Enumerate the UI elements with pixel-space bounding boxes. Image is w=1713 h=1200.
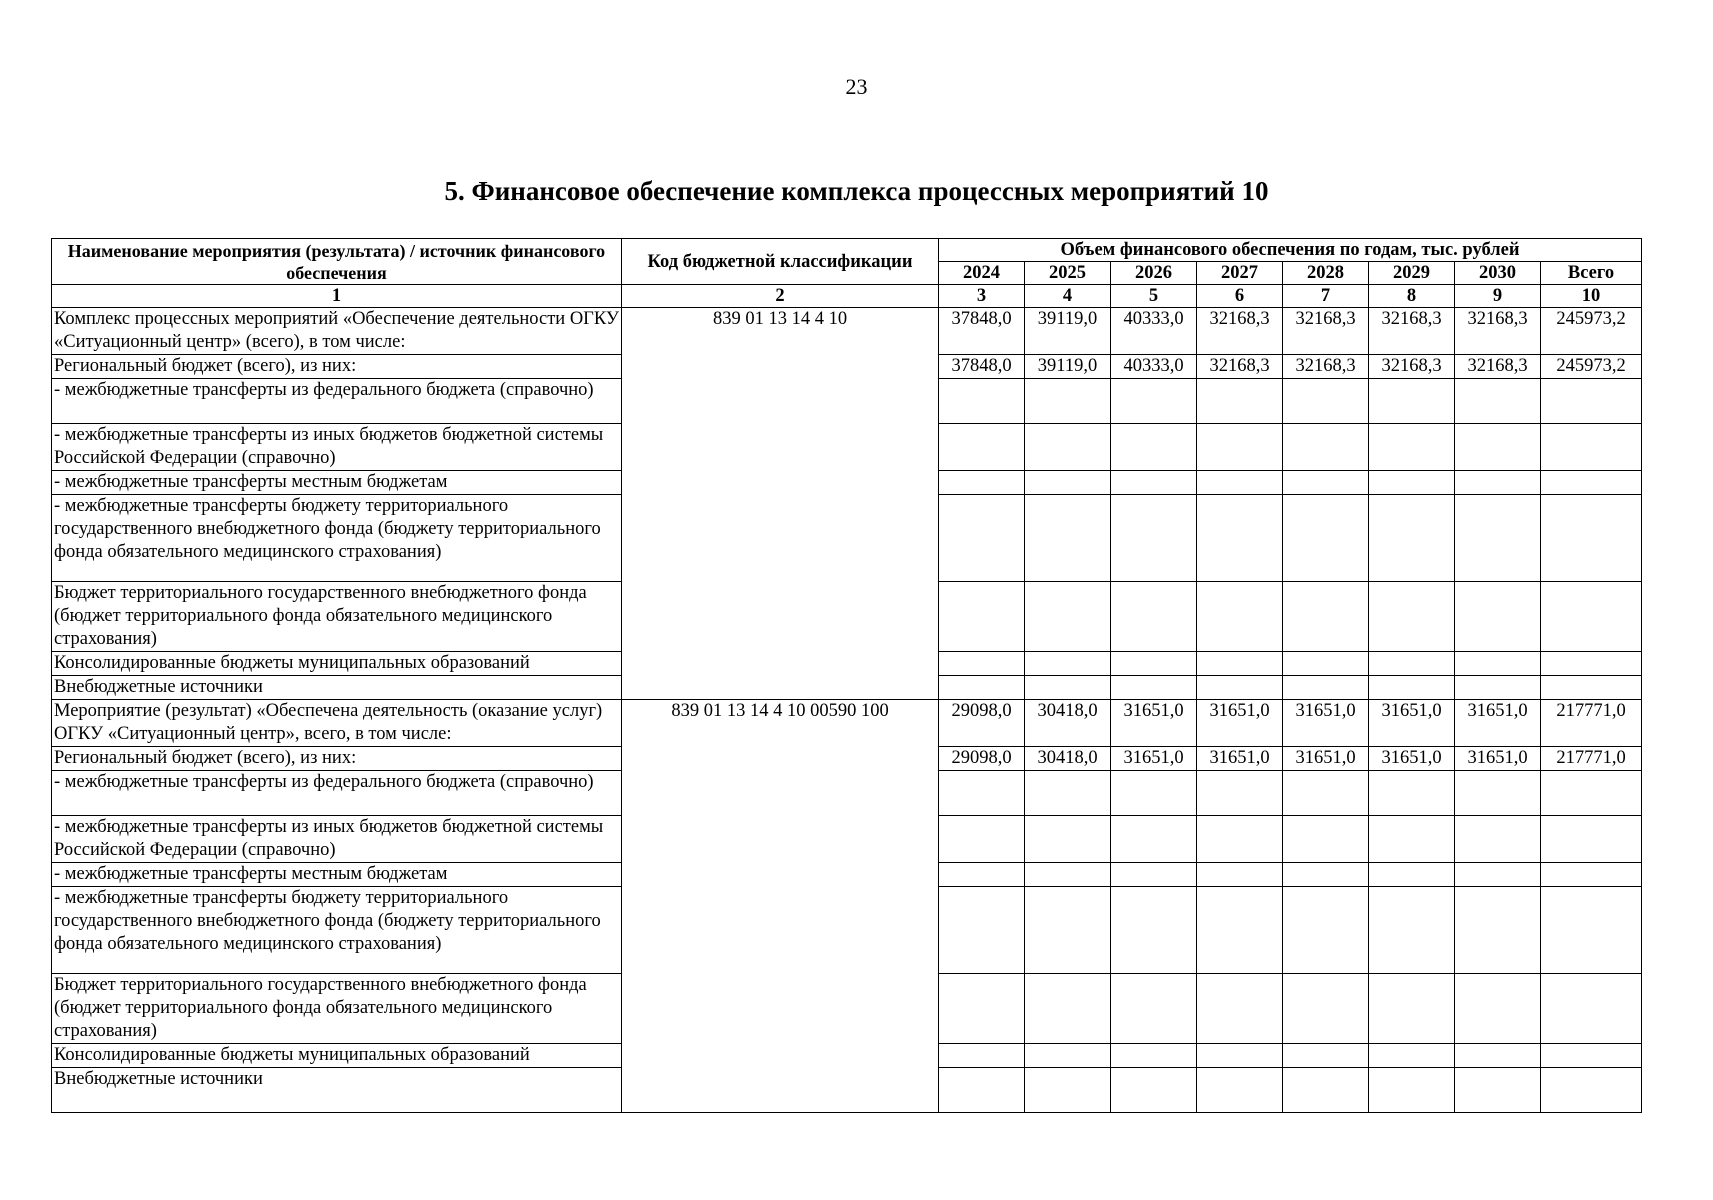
year-value bbox=[1111, 863, 1197, 887]
year-value bbox=[1369, 424, 1455, 471]
year-value bbox=[1369, 974, 1455, 1044]
year-value bbox=[1111, 816, 1197, 863]
year-value bbox=[1369, 887, 1455, 974]
header-year: 2030 bbox=[1455, 262, 1541, 285]
year-value bbox=[1455, 887, 1541, 974]
year-value bbox=[1369, 676, 1455, 700]
total-value bbox=[1541, 471, 1642, 495]
page-title: 5. Финансовое обеспечение комплекса процессных мероприятий 10 bbox=[444, 176, 1269, 206]
year-value bbox=[1369, 1068, 1455, 1113]
year-value bbox=[1369, 863, 1455, 887]
year-value bbox=[1197, 1044, 1283, 1068]
total-value bbox=[1541, 424, 1642, 471]
year-value bbox=[1025, 1044, 1111, 1068]
year-value bbox=[1111, 676, 1197, 700]
column-number: 4 bbox=[1025, 285, 1111, 308]
year-value bbox=[1369, 471, 1455, 495]
year-value bbox=[939, 379, 1025, 424]
year-value bbox=[1283, 887, 1369, 974]
year-value bbox=[1197, 495, 1283, 582]
year-value bbox=[1283, 471, 1369, 495]
total-value bbox=[1541, 379, 1642, 424]
year-value bbox=[939, 424, 1025, 471]
year-value bbox=[1283, 424, 1369, 471]
year-value bbox=[1111, 1068, 1197, 1113]
year-value bbox=[1197, 582, 1283, 652]
column-numbers-row bbox=[52, 285, 1642, 308]
financing-table bbox=[51, 238, 1642, 1113]
year-value: 32168,3 bbox=[1369, 355, 1455, 379]
year-value: 31651,0 bbox=[1111, 700, 1197, 747]
year-value bbox=[1111, 582, 1197, 652]
year-value: 29098,0 bbox=[939, 700, 1025, 747]
year-value bbox=[1455, 379, 1541, 424]
year-value bbox=[1283, 495, 1369, 582]
year-value bbox=[1455, 771, 1541, 816]
row-name: - межбюджетные трансферты из федерального бюджета (справочно) bbox=[52, 771, 622, 816]
column-number: 8 bbox=[1369, 285, 1455, 308]
year-value: 37848,0 bbox=[939, 355, 1025, 379]
year-value bbox=[1111, 1044, 1197, 1068]
column-number: 2 bbox=[622, 285, 939, 308]
year-value bbox=[1111, 652, 1197, 676]
row-name: Мероприятие (результат) «Обеспечена деятельность (оказание услуг) ОГКУ «Ситуационный центр», всего, в том числе: bbox=[52, 700, 622, 747]
year-value bbox=[1025, 676, 1111, 700]
year-value bbox=[939, 887, 1025, 974]
year-value bbox=[1197, 676, 1283, 700]
year-value: 32168,3 bbox=[1369, 308, 1455, 355]
column-number: 7 bbox=[1283, 285, 1369, 308]
year-value bbox=[1283, 771, 1369, 816]
year-value: 37848,0 bbox=[939, 308, 1025, 355]
year-value bbox=[1455, 816, 1541, 863]
total-value: 217771,0 bbox=[1541, 747, 1642, 771]
year-value bbox=[1025, 771, 1111, 816]
header-name-col: Наименование мероприятия (результата) / источник финансового обеспечения bbox=[52, 239, 622, 285]
year-value bbox=[1283, 816, 1369, 863]
year-value bbox=[1111, 495, 1197, 582]
column-number: 6 bbox=[1197, 285, 1283, 308]
row-name: Внебюджетные источники bbox=[52, 676, 622, 700]
year-value bbox=[1025, 652, 1111, 676]
year-value: 31651,0 bbox=[1455, 700, 1541, 747]
year-value bbox=[1369, 495, 1455, 582]
year-value bbox=[1197, 816, 1283, 863]
year-value bbox=[939, 471, 1025, 495]
year-value: 31651,0 bbox=[1283, 747, 1369, 771]
year-value bbox=[939, 863, 1025, 887]
year-value: 31651,0 bbox=[1455, 747, 1541, 771]
total-value bbox=[1541, 816, 1642, 863]
total-value bbox=[1541, 652, 1642, 676]
row-name: Бюджет территориального государственного внебюджетного фонда (бюджет территориального фонда обязательного медицинского страхования) bbox=[52, 974, 622, 1044]
year-value: 40333,0 bbox=[1111, 308, 1197, 355]
year-value: 32168,3 bbox=[1197, 308, 1283, 355]
year-value bbox=[939, 1044, 1025, 1068]
column-number: 3 bbox=[939, 285, 1025, 308]
total-value bbox=[1541, 974, 1642, 1044]
year-value bbox=[1283, 676, 1369, 700]
year-value bbox=[1111, 471, 1197, 495]
total-value bbox=[1541, 1044, 1642, 1068]
header-year: 2025 bbox=[1025, 262, 1111, 285]
table-row bbox=[52, 308, 1642, 355]
year-value bbox=[1111, 771, 1197, 816]
row-name: Региональный бюджет (всего), из них: bbox=[52, 747, 622, 771]
year-value bbox=[1369, 816, 1455, 863]
year-value bbox=[1455, 1044, 1541, 1068]
total-value: 217771,0 bbox=[1541, 700, 1642, 747]
total-value bbox=[1541, 887, 1642, 974]
year-value bbox=[1025, 1068, 1111, 1113]
year-value bbox=[1025, 863, 1111, 887]
year-value: 39119,0 bbox=[1025, 355, 1111, 379]
year-value bbox=[1283, 863, 1369, 887]
year-value bbox=[939, 771, 1025, 816]
total-value bbox=[1541, 771, 1642, 816]
column-number: 9 bbox=[1455, 285, 1541, 308]
year-value: 31651,0 bbox=[1197, 747, 1283, 771]
year-value bbox=[1197, 863, 1283, 887]
year-value bbox=[1197, 652, 1283, 676]
year-value: 31651,0 bbox=[1369, 747, 1455, 771]
year-value bbox=[1283, 652, 1369, 676]
page-number: 23 bbox=[845, 74, 868, 99]
row-name: Бюджет территориального государственного внебюджетного фонда (бюджет территориального фонда обязательного медицинского страхования) bbox=[52, 582, 622, 652]
year-value bbox=[1455, 582, 1541, 652]
year-value bbox=[1111, 424, 1197, 471]
row-name: Консолидированные бюджеты муниципальных образований bbox=[52, 1044, 622, 1068]
year-value: 40333,0 bbox=[1111, 355, 1197, 379]
year-value bbox=[939, 676, 1025, 700]
table-row bbox=[52, 700, 1642, 747]
year-value bbox=[1025, 816, 1111, 863]
year-value bbox=[1197, 887, 1283, 974]
row-name: Консолидированные бюджеты муниципальных образований bbox=[52, 652, 622, 676]
year-value bbox=[1283, 379, 1369, 424]
year-value bbox=[1455, 652, 1541, 676]
year-value bbox=[1455, 974, 1541, 1044]
row-name: - межбюджетные трансферты местным бюджетам bbox=[52, 471, 622, 495]
row-name: - межбюджетные трансферты бюджету территориального государственного внебюджетного фонда (бюджету территориального фонда обязательного медицинского страхования) bbox=[52, 887, 622, 974]
year-value bbox=[1197, 771, 1283, 816]
year-value bbox=[1283, 974, 1369, 1044]
year-value bbox=[1025, 887, 1111, 974]
header-year: 2029 bbox=[1369, 262, 1455, 285]
total-value bbox=[1541, 582, 1642, 652]
total-value: 245973,2 bbox=[1541, 355, 1642, 379]
year-value bbox=[1369, 582, 1455, 652]
header-code-col: Код бюджетной классификации bbox=[622, 239, 939, 285]
year-value bbox=[1455, 495, 1541, 582]
row-name: Комплекс процессных мероприятий «Обеспечение деятельности ОГКУ «Ситуационный центр» (всего), в том числе: bbox=[52, 308, 622, 355]
year-value bbox=[939, 582, 1025, 652]
year-value bbox=[1369, 379, 1455, 424]
year-value: 32168,3 bbox=[1455, 308, 1541, 355]
year-value bbox=[1111, 974, 1197, 1044]
row-name: - межбюджетные трансферты из иных бюджетов бюджетной системы Российской Федерации (справочно) bbox=[52, 424, 622, 471]
total-value bbox=[1541, 863, 1642, 887]
year-value bbox=[1369, 1044, 1455, 1068]
year-value: 32168,3 bbox=[1197, 355, 1283, 379]
year-value bbox=[1197, 424, 1283, 471]
header-row bbox=[52, 239, 1642, 262]
total-value bbox=[1541, 1068, 1642, 1113]
row-name: - межбюджетные трансферты из иных бюджетов бюджетной системы Российской Федерации (справочно) bbox=[52, 816, 622, 863]
year-value bbox=[1369, 771, 1455, 816]
row-name: - межбюджетные трансферты бюджету территориального государственного внебюджетного фонда (бюджету территориального фонда обязательного медицинского страхования) bbox=[52, 495, 622, 582]
year-value bbox=[939, 495, 1025, 582]
year-value: 39119,0 bbox=[1025, 308, 1111, 355]
year-value bbox=[1197, 1068, 1283, 1113]
year-value: 32168,3 bbox=[1455, 355, 1541, 379]
header-year: 2024 bbox=[939, 262, 1025, 285]
header-volume-group: Объем финансового обеспечения по годам, тыс. рублей bbox=[939, 239, 1642, 262]
year-value bbox=[1025, 424, 1111, 471]
row-name: Региональный бюджет (всего), из них: bbox=[52, 355, 622, 379]
year-value bbox=[1455, 424, 1541, 471]
header-year: 2028 bbox=[1283, 262, 1369, 285]
year-value bbox=[1283, 582, 1369, 652]
year-value bbox=[1455, 676, 1541, 700]
table-body bbox=[52, 308, 1642, 1113]
column-number: 1 bbox=[52, 285, 622, 308]
header-year: 2027 bbox=[1197, 262, 1283, 285]
year-value: 31651,0 bbox=[1283, 700, 1369, 747]
year-value bbox=[1455, 1068, 1541, 1113]
year-value bbox=[1025, 974, 1111, 1044]
year-value bbox=[1025, 582, 1111, 652]
year-value bbox=[939, 816, 1025, 863]
budget-code: 839 01 13 14 4 10 00590 100 bbox=[622, 700, 939, 1113]
total-value: 245973,2 bbox=[1541, 308, 1642, 355]
year-value bbox=[1197, 379, 1283, 424]
year-value: 32168,3 bbox=[1283, 355, 1369, 379]
year-value bbox=[1111, 887, 1197, 974]
year-value bbox=[1283, 1044, 1369, 1068]
total-value bbox=[1541, 676, 1642, 700]
year-value: 31651,0 bbox=[1197, 700, 1283, 747]
year-value bbox=[939, 1068, 1025, 1113]
year-value bbox=[1111, 379, 1197, 424]
year-value bbox=[1369, 652, 1455, 676]
total-value bbox=[1541, 495, 1642, 582]
year-value bbox=[1197, 471, 1283, 495]
year-value bbox=[939, 974, 1025, 1044]
column-number: 10 bbox=[1541, 285, 1642, 308]
row-name: - межбюджетные трансферты из федерального бюджета (справочно) bbox=[52, 379, 622, 424]
year-value bbox=[1455, 471, 1541, 495]
year-value bbox=[1025, 379, 1111, 424]
column-number: 5 bbox=[1111, 285, 1197, 308]
year-value bbox=[1283, 1068, 1369, 1113]
year-value: 29098,0 bbox=[939, 747, 1025, 771]
year-value bbox=[939, 652, 1025, 676]
year-value: 31651,0 bbox=[1111, 747, 1197, 771]
year-value bbox=[1025, 495, 1111, 582]
year-value bbox=[1455, 863, 1541, 887]
year-value: 31651,0 bbox=[1369, 700, 1455, 747]
year-value bbox=[1025, 471, 1111, 495]
year-value: 30418,0 bbox=[1025, 747, 1111, 771]
year-value bbox=[1197, 974, 1283, 1044]
row-name: Внебюджетные источники bbox=[52, 1068, 622, 1113]
year-value: 32168,3 bbox=[1283, 308, 1369, 355]
budget-code: 839 01 13 14 4 10 bbox=[622, 308, 939, 700]
year-value: 30418,0 bbox=[1025, 700, 1111, 747]
row-name: - межбюджетные трансферты местным бюджетам bbox=[52, 863, 622, 887]
header-year: 2026 bbox=[1111, 262, 1197, 285]
header-total: Всего bbox=[1541, 262, 1642, 285]
